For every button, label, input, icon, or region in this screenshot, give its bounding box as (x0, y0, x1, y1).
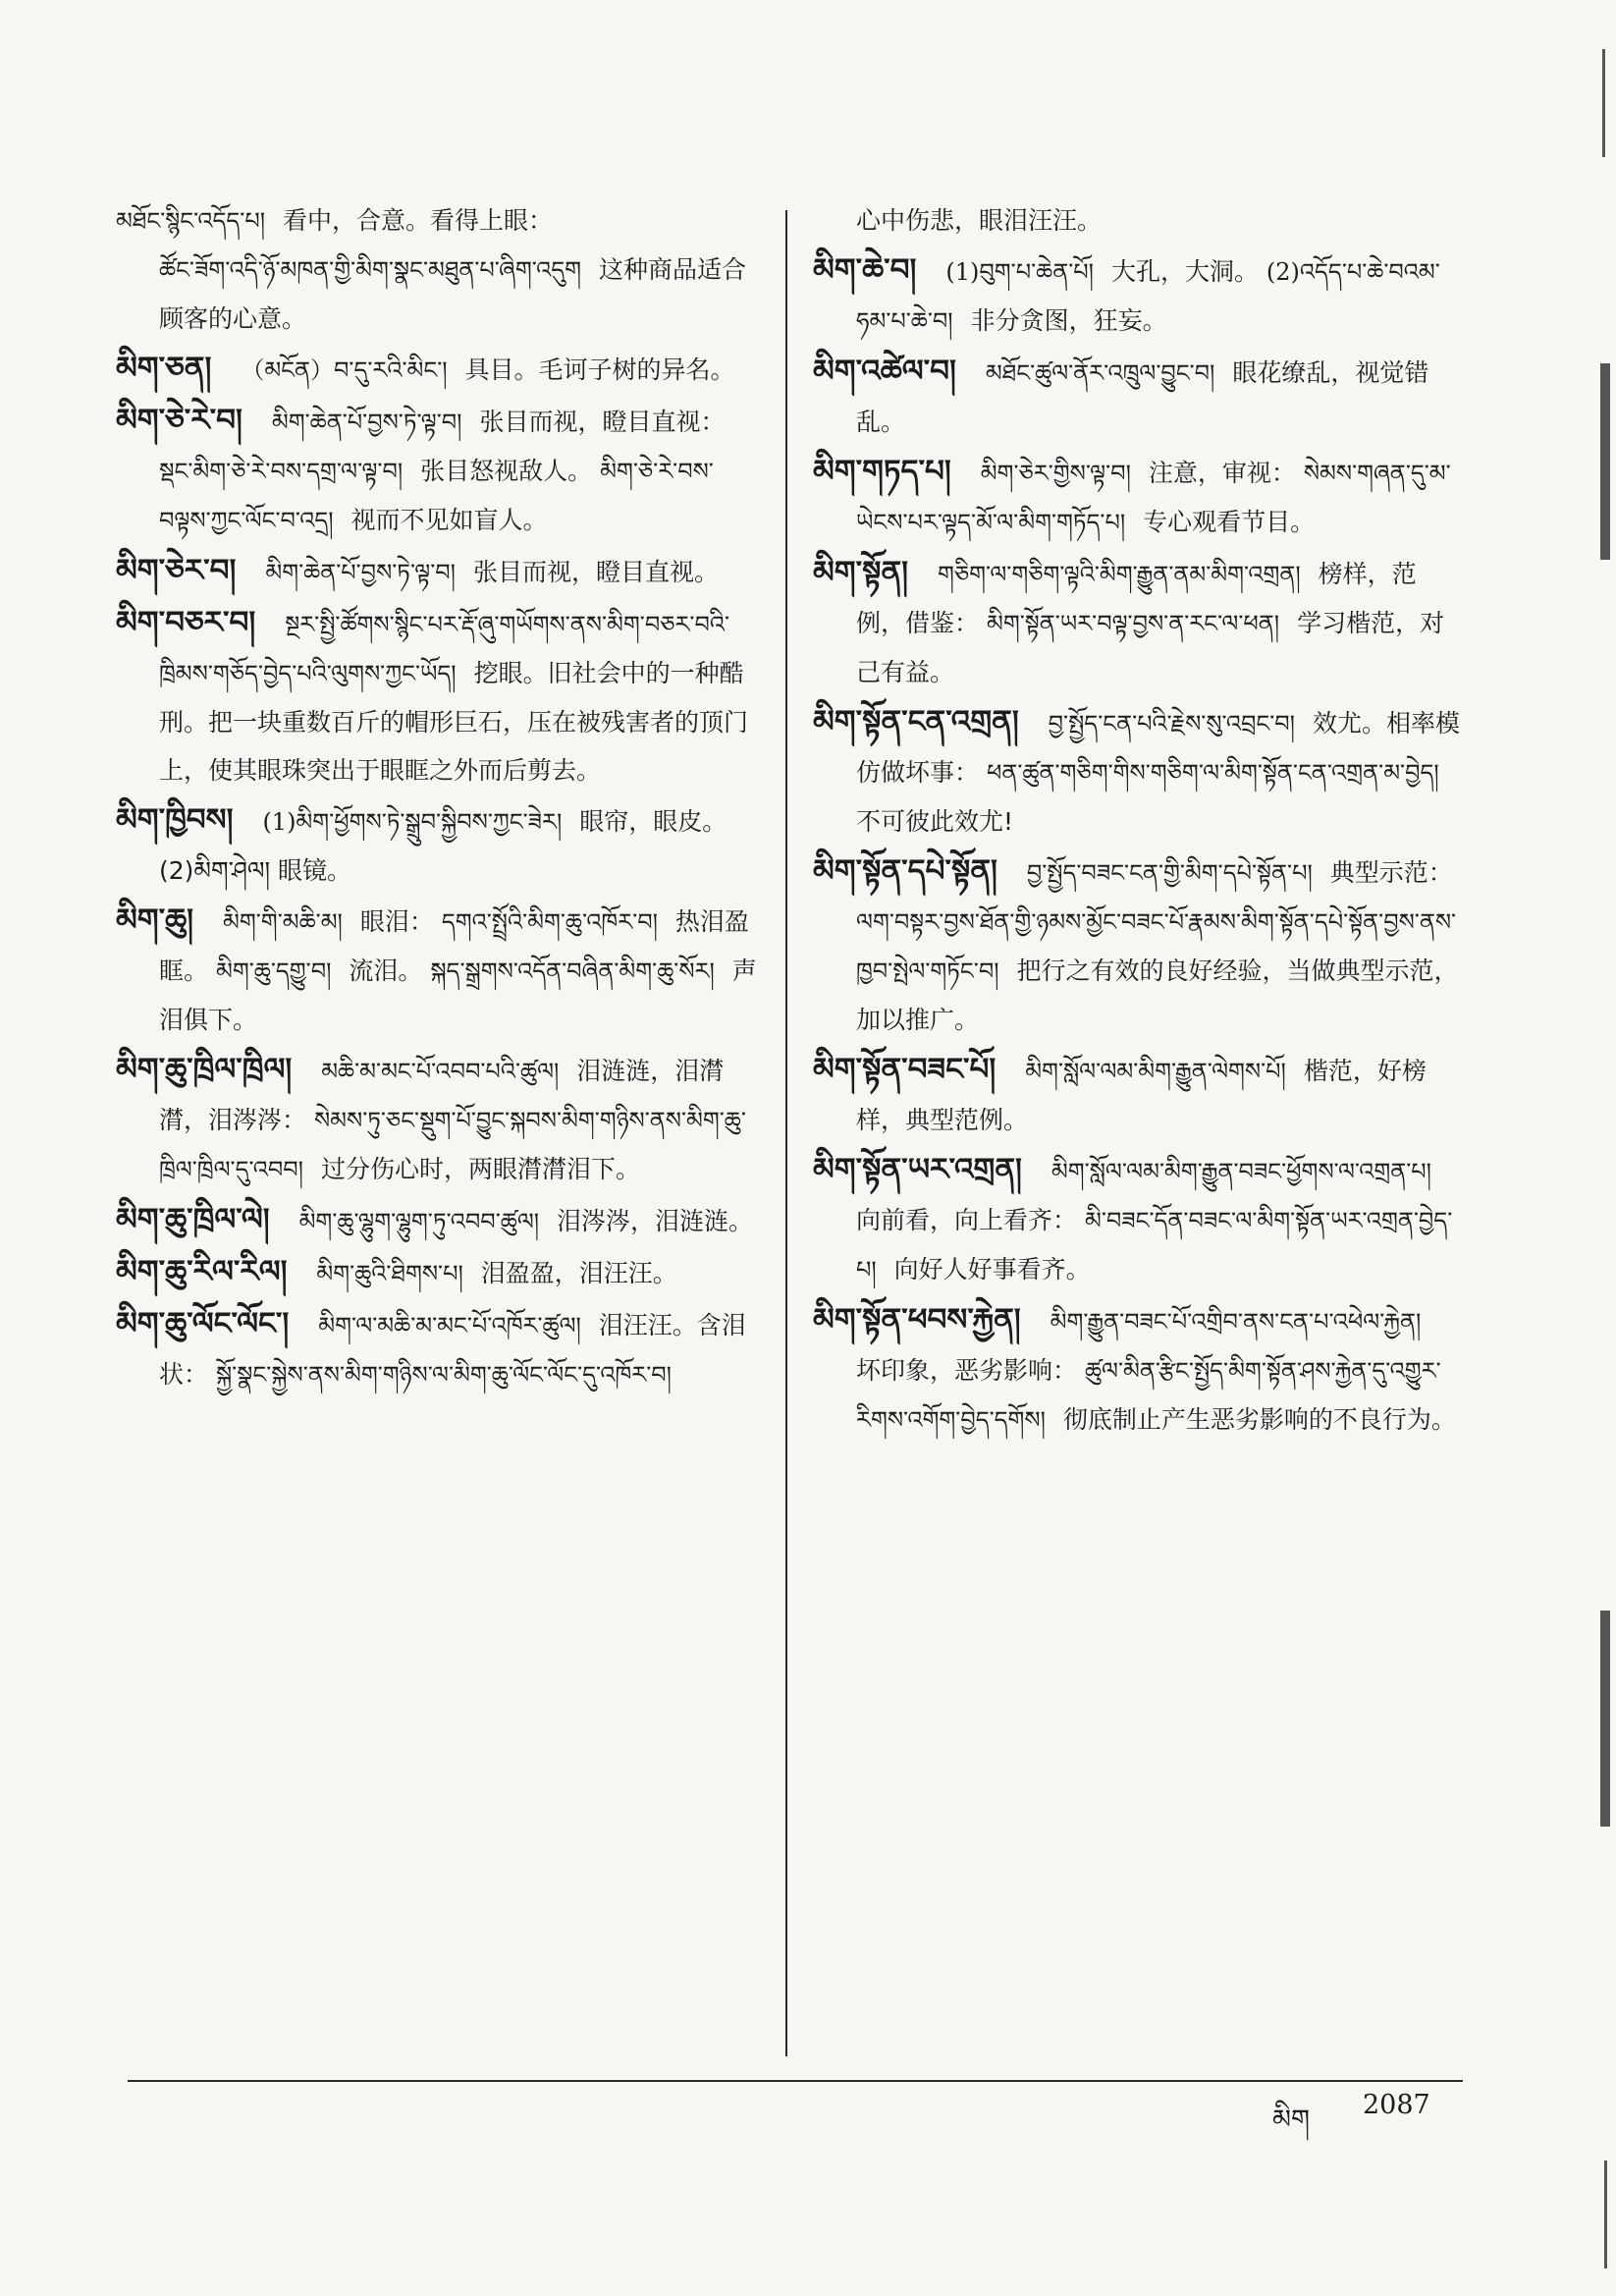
definition-chinese: 楷范，好榜样，典型范例。 (856, 1057, 1427, 1134)
entry (116, 345, 764, 395)
headword: མིག་ཅན། (116, 351, 212, 386)
definition-tibetan: མིག་སློལ་ལམ་མིག་རྒྱུན་ལེགས་པོ། (1025, 1058, 1286, 1085)
definition-chinese: 看中，合意。看得上眼： (283, 206, 554, 235)
headword: མིག་སྟོན་ངན་འགྲན། (813, 704, 1019, 739)
definition-tibetan: མིག་ཆུ་ལྷུག་ལྷུག་ཏུ་འབབ་ཚུལ། (298, 1208, 540, 1235)
example-chinese: 学习楷范，对己有益。 (856, 609, 1445, 686)
example-tibetan: ཕན་ཚུན་གཅིག་གིས་གཅིག་ལ་མིག་སྟོན་ངན་འགྲན་མ་བྱེད། (986, 759, 1439, 787)
headword: མིག་ཁྱིབས། (116, 802, 234, 838)
headword: མིག་སྟོན། (813, 555, 909, 590)
example-chinese: 彻底制止产生恶劣影响的不良行为。 (1062, 1405, 1456, 1434)
scan-edge-mark (1604, 2160, 1607, 2269)
headword: མིག་ཆུ་ཁྲིལ་ལེ། (116, 1202, 270, 1237)
definition-chinese: 张目而视，瞪目直视： (479, 408, 726, 436)
definition-chinese: 泪涔涔，泪涟涟。 (557, 1207, 754, 1235)
definition-tibetan: མིག་སློལ་ལམ་མིག་རྒྱུན་བཟང་ཕྱོགས་ལ་འགྲན་པ། (1050, 1158, 1432, 1185)
headword: མིག་སྟོན་དཔེ་སྟོན། (813, 853, 997, 889)
entry (116, 796, 764, 895)
entry (116, 397, 764, 545)
example-tibetan: ཚུལ་མིན་རྩིང་སྤྱོད་མིག་སྟོན་ཤས་རྐྱེན་དུ་འགྱུར་རིགས་འགོག་བྱེད་དགོས། (856, 1357, 1441, 1434)
headword: མིག་སྟོན་བཟང་པོ། (813, 1052, 997, 1087)
page-number: 2087 (1363, 2090, 1430, 2120)
definition-chinese: 大孔，大洞。 (1110, 257, 1259, 286)
example-chinese: 声泪俱下。 (159, 957, 757, 1034)
example-tibetan: ལག་བསྟར་བྱས་ཐོན་གྱི་ཉམས་མྱོང་བཟང་པོ་རྣམས་མིག་སྟོན་དཔེ་སྟོན་བྱས་ནས་ཁྱབ་སྤེལ་གཏོང་བ། (856, 908, 1457, 985)
example-tibetan: དགའ་སྤྲོའི་མིག་ཆུ་འཁོར་བ། (441, 908, 658, 936)
definition-tibetan: གཅིག་ལ་གཅིག་ལྟའི་མིག་རྒྱུན་ནམ་མིག་འགྲན། (937, 561, 1301, 588)
example-tibetan: ཚོང་ཟོག་འདི་ཉོ་མཁན་གྱི་མིག་སྣང་མཐུན་པ་ཞིག་འདུག (159, 256, 582, 284)
definition-tibetan: བྱ་སྤྱོད་ངན་པའི་རྗེས་སུ་འབྲང་བ། (1048, 710, 1295, 738)
headword: མིག་བཅར་བ། (116, 605, 256, 640)
definition-chinese: 注意，审视： (1148, 459, 1296, 487)
definition-tibetan: མཐོང་ཚུལ་ནོར་འཁྲུལ་བྱུང་བ། (985, 359, 1215, 387)
example-chinese: 把行之有效的良好经验，当做典型示范，加以推广。 (856, 957, 1459, 1034)
headword: མིག་སྟོན་ཡར་འགྲན། (813, 1152, 1022, 1187)
entry (116, 1046, 764, 1194)
definition-chinese: 榜样，范例，借鉴： (856, 560, 1417, 637)
example-tibetan: སྐད་སྒྲགས་འདོན་བཞིན་མིག་ཆུ་སོར། (430, 957, 715, 985)
definition-tibetan: མིག་ཅེར་གྱིས་ལྟ་བ། (980, 460, 1131, 487)
entry (813, 1146, 1461, 1294)
example-chinese: 张目怒视敌人。 (420, 457, 593, 485)
definition-tibetan: མཆི་མ་མང་པོ་འབབ་པའི་ཚུལ། (321, 1058, 560, 1085)
example-chinese: 过分伤心时，两眼潸潸泪下。 (320, 1155, 640, 1183)
entry (813, 1296, 1461, 1445)
definition-tibetan: （མངོན）བ་དུ་རའི་མིང་། (241, 356, 448, 384)
definition-chinese: 心中伤悲，眼泪汪汪。 (856, 206, 1103, 235)
example-tibetan: སྐྱོ་སྣང་སྐྱེས་ནས་མིག་གཉིས་ལ་མིག་ཆུ་ལོང་ལོང་དུ་འཁོར་བ། (215, 1361, 672, 1389)
entry (813, 348, 1461, 446)
headword: མིག་ཆུ། (116, 902, 194, 938)
scan-edge-mark (1600, 363, 1610, 560)
entry (813, 1046, 1461, 1144)
example-tibetan: མིག་ཅེ་རེ་བས་བལྟས་ཀྱང་ལོང་བ་འདྲ། (159, 458, 714, 534)
definition-chinese: 眼花缭乱，视觉错乱。 (856, 358, 1429, 436)
definition-chinese: 泪盈盈，泪汪汪。 (480, 1259, 677, 1287)
headword: མིག་ཆུ་རིལ་རིལ། (116, 1254, 288, 1289)
left-column (116, 196, 764, 1401)
example-tibetan: མི་བཟང་དོན་བཟང་ལ་མིག་སྟོན་ཡར་འགྲན་བྱེད་པ། (856, 1207, 1453, 1284)
definition-tibetan: མིག་ཆེན་པོ་བྱས་ཏེ་ལྟ་བ། (265, 559, 456, 586)
definition-chinese: 具目。毛诃子树的异名。 (464, 355, 735, 384)
definition-chinese: 坏印象，恶劣影响： (856, 1356, 1078, 1385)
entry (813, 847, 1461, 1044)
example-chinese: 专心观看节目。 (1143, 508, 1316, 536)
definition-tibetan: མིག་གི་མཆི་མ། (223, 908, 343, 936)
page-footer (1272, 2086, 1469, 2135)
headword: མིག་ཅེར་བ། (116, 553, 237, 588)
example-chinese: 热泪盈眶。 (159, 907, 749, 985)
example-chinese: 不可彼此效尤! (856, 807, 1014, 836)
example-chinese: 视而不见如盲人。 (350, 506, 548, 534)
example-tibetan: མིག་ཆུ་དགྱུ་བ། (215, 957, 332, 985)
definition-tibetan: (1)བུག་པ་ཆེན་པོ། (945, 258, 1094, 286)
footer-rule (128, 2080, 1463, 2082)
definition-chinese: 眼泪： (359, 907, 434, 936)
entry (813, 196, 1461, 245)
definition-chinese: 挖眼。旧社会中的一种酷刑。把一块重数百斤的帽形巨石，压在被残害者的顶门上，使其眼珠突出于眼眶之外而后剪去。 (159, 659, 749, 785)
scan-edge-mark (1602, 49, 1605, 157)
definition-chinese: 向前看，向上看齐： (856, 1206, 1078, 1234)
example-tibetan: མིག་སྟོན་ཡར་བལྟ་བྱས་ན་རང་ལ་ཕན། (986, 610, 1280, 637)
definition-chinese: 眼帘，眼皮。(2)མིག་ཤེལ། 眼镜。 (159, 807, 727, 885)
definition-chinese: 泪涟涟，泪潸潸，泪涔涔： (159, 1057, 725, 1134)
example-chinese: 向好人好事看齐。 (893, 1255, 1091, 1284)
entry (813, 698, 1461, 846)
headword: མིག་སྟོན་ཕབས་རྐྱེན། (813, 1302, 1021, 1338)
entry (813, 448, 1461, 547)
definition-tibetan: (1)མིག་ཕྱོགས་ཏེ་སྒྲུབ་སྐྱིབས་ཀྱང་ཟེར། (262, 808, 563, 836)
entry (116, 897, 764, 1044)
definition-tibetan: མིག་ཆུའི་ཐིགས་པ། (316, 1260, 463, 1287)
headword: མིག་གཏད་པ། (813, 454, 951, 489)
entry (116, 1196, 764, 1246)
example-chinese: 流泪。 (349, 957, 423, 985)
entry (813, 246, 1461, 346)
scan-edge-mark (1600, 1611, 1610, 1827)
headword: མིག་ཆེ་བ། (813, 252, 917, 288)
example-tibetan: (2)འདོད་པ་ཆེ་བའམ་ཧམ་པ་ཆེ་བ། (856, 258, 1440, 335)
definition-tibetan: མིག་ལ་མཆི་མ་མང་པོ་འཁོར་ཚུལ། (318, 1312, 581, 1339)
definition-tibetan: མིག་རྒྱུན་བཟང་པོ་འགྲིབ་ནས་ངན་པ་འཕེལ་རྐྱེན། (1050, 1308, 1422, 1336)
entry (116, 1248, 764, 1298)
headword: མིག་ཆུ་ལོང་ལོང་། (116, 1306, 290, 1341)
example-chinese: 非分贪图，狂妄。 (970, 306, 1167, 335)
headword: མིག་འཚེལ་བ། (813, 354, 956, 389)
entry (116, 599, 764, 794)
definition-tibetan: མཐོང་སྙིང་འདོད་པ། (116, 207, 266, 235)
entry (116, 196, 764, 343)
entry (116, 547, 764, 597)
column-divider (785, 210, 787, 2056)
definition-tibetan: མིག་ཆེན་པོ་བྱས་ཏེ་ལྟ་བ། (271, 409, 462, 436)
example-chinese: 这种商品适合顾客的心意。 (159, 255, 746, 333)
headword: མིག་ཅེ་རེ་བ། (116, 403, 242, 438)
example-tibetan: སེམས་ཏུ་ཅང་སྡུག་པོ་བྱུང་སྐབས་མིག་གཉིས་ནས་མིག་ཆུ་ཁྲིལ་ཁྲིལ་དུ་འབབ། (159, 1107, 746, 1183)
definition-tibetan: སྔར་སྤྱི་ཚོགས་སྙིང་པར་རྡོ་ཞུ་གཡོགས་ནས་མིག་བཅར་བའི་ཁྲིམས་གཅོད་བྱེད་པའི་ལུགས་ཀྱང་ཡོད། (159, 611, 730, 687)
example-tibetan: སེམས་གཞན་དུ་མ་ཡེངས་པར་ལྟད་མོ་ལ་མིག་གཏོད་པ། (856, 460, 1451, 536)
entry (116, 1300, 764, 1399)
definition-chinese: 泪汪汪。含泪状： (159, 1311, 746, 1389)
entry (813, 549, 1461, 696)
right-column (813, 196, 1461, 1447)
definition-chinese: 典型示范： (1329, 858, 1453, 887)
headword: མིག་ཆུ་ཁྲིལ་ཁྲིལ། (116, 1052, 293, 1087)
running-head-word: མིག (1272, 2105, 1310, 2135)
definition-tibetan: བྱ་སྤྱོད་བཟང་ངན་གྱི་མིག་དཔེ་སྟོན་པ། (1026, 859, 1313, 887)
definition-chinese: 张目而视，瞪目直视。 (472, 558, 719, 586)
example-tibetan: སྡང་མིག་ཅེ་རེ་བས་དགྲ་ལ་ལྟ་བ། (159, 458, 404, 485)
definition-chinese: 效尤。相率模仿做坏事： (856, 709, 1460, 787)
